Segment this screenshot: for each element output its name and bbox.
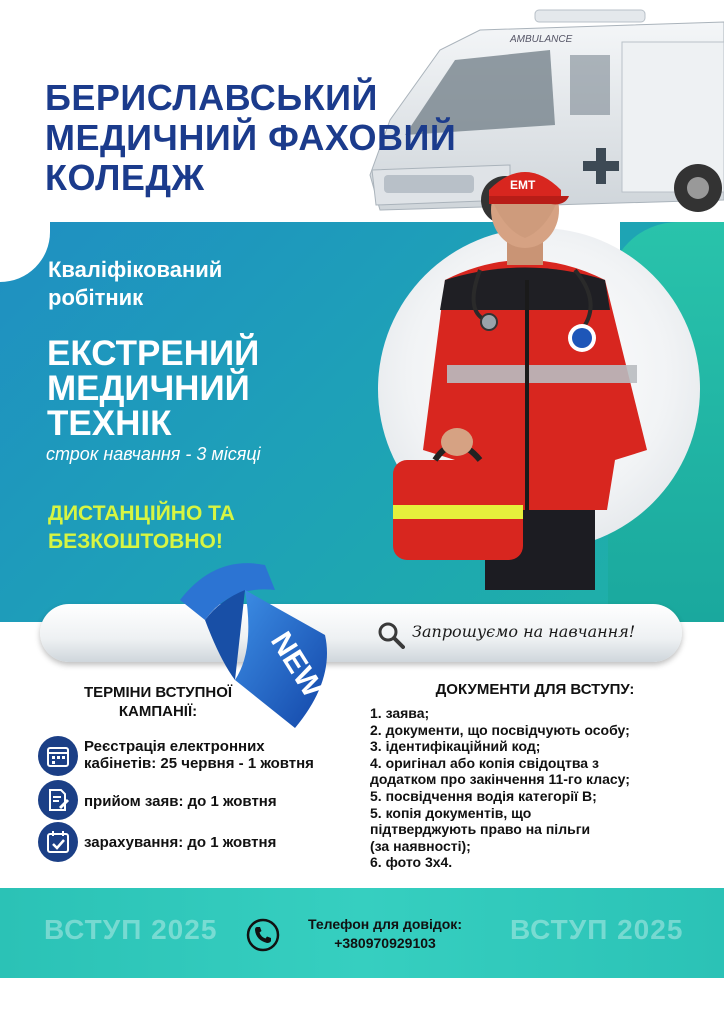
- phone-label: Телефон для довідок:: [308, 916, 462, 932]
- campaign-heading: [58, 683, 258, 721]
- qualification-text: [48, 256, 222, 312]
- document-pen-icon: [38, 780, 78, 820]
- phone-number[interactable]: +380970929103: [334, 935, 436, 951]
- profession-line: ТЕХНІК: [47, 404, 172, 443]
- watermark-right: ВСТУП 2025: [510, 914, 684, 945]
- campaign-item: [38, 736, 358, 776]
- new-label: NEW: [264, 626, 330, 704]
- document-item: 5. посвідчення водія категорії В;: [370, 787, 597, 804]
- document-item: 2. документи, що посвідчують особу;: [370, 721, 630, 738]
- qualification-line: Кваліфікований: [48, 257, 223, 282]
- college-title-line: МЕДИЧНИЙ ФАХОВИЙ: [45, 117, 457, 158]
- document-item: 3. ідентифікаційний код;: [370, 738, 541, 755]
- document-item: 5. копія документів, що підтверджують право на пільги (за наявності);: [370, 804, 591, 854]
- documents-heading: ДОКУМЕНТИ ДЛЯ ВСТУПУ:: [435, 681, 635, 698]
- study-term: строк навчання - 3 місяці: [46, 444, 261, 464]
- calendar-check-icon: [38, 822, 78, 862]
- qualification-line: робітник: [48, 285, 144, 310]
- profession-title: [47, 336, 259, 441]
- document-item: 4. оригінал або копія свідоцтва з додатком про закінчення 11-го класу;: [370, 754, 630, 788]
- campaign-heading-line: ТЕРМІНИ ВСТУПНОЇ: [83, 684, 233, 701]
- documents-list: [370, 705, 710, 871]
- campaign-item-text: прийом заяв: до 1 жовтня: [84, 793, 277, 810]
- ambulance-text: AMBULANCE: [510, 34, 573, 45]
- study-mode-line: БЕЗКОШТОВНО!: [48, 530, 223, 553]
- study-mode-line: ДИСТАНЦІЙНО ТА: [48, 502, 235, 525]
- campaign-item-line: Реєстрація електронних: [84, 738, 265, 755]
- college-title-line: БЕРИСЛАВСЬКИЙ: [45, 77, 378, 118]
- campaign-item: [38, 822, 358, 862]
- profession-line: ЕКСТРЕНИЙ: [47, 334, 260, 373]
- document-item: 1. заява;: [370, 705, 430, 721]
- profession-line: МЕДИЧНИЙ: [47, 369, 250, 408]
- phone-icon: [246, 918, 280, 952]
- invitation-text: Запрошуємо на навчання!: [412, 622, 636, 641]
- document-item: 6. фото 3х4.: [370, 854, 453, 871]
- campaign-heading-line: КАМПАНІЇ:: [118, 703, 198, 720]
- college-title-line: КОЛЕДЖ: [45, 157, 205, 198]
- search-icon: [377, 621, 405, 649]
- study-mode: [48, 500, 235, 556]
- campaign-item-line: кабінетів: 25 червня - 1 жовтня: [84, 755, 314, 772]
- calendar-icon: [38, 736, 78, 776]
- phone-info: [285, 915, 485, 953]
- campaign-item: [38, 780, 358, 820]
- cap-label: EMT: [510, 178, 536, 192]
- campaign-item-text: зарахування: до 1 жовтня: [84, 834, 277, 851]
- emt-person-image: [385, 160, 665, 590]
- watermark-left: ВСТУП 2025: [44, 914, 218, 945]
- campaign-item-text: [84, 738, 314, 772]
